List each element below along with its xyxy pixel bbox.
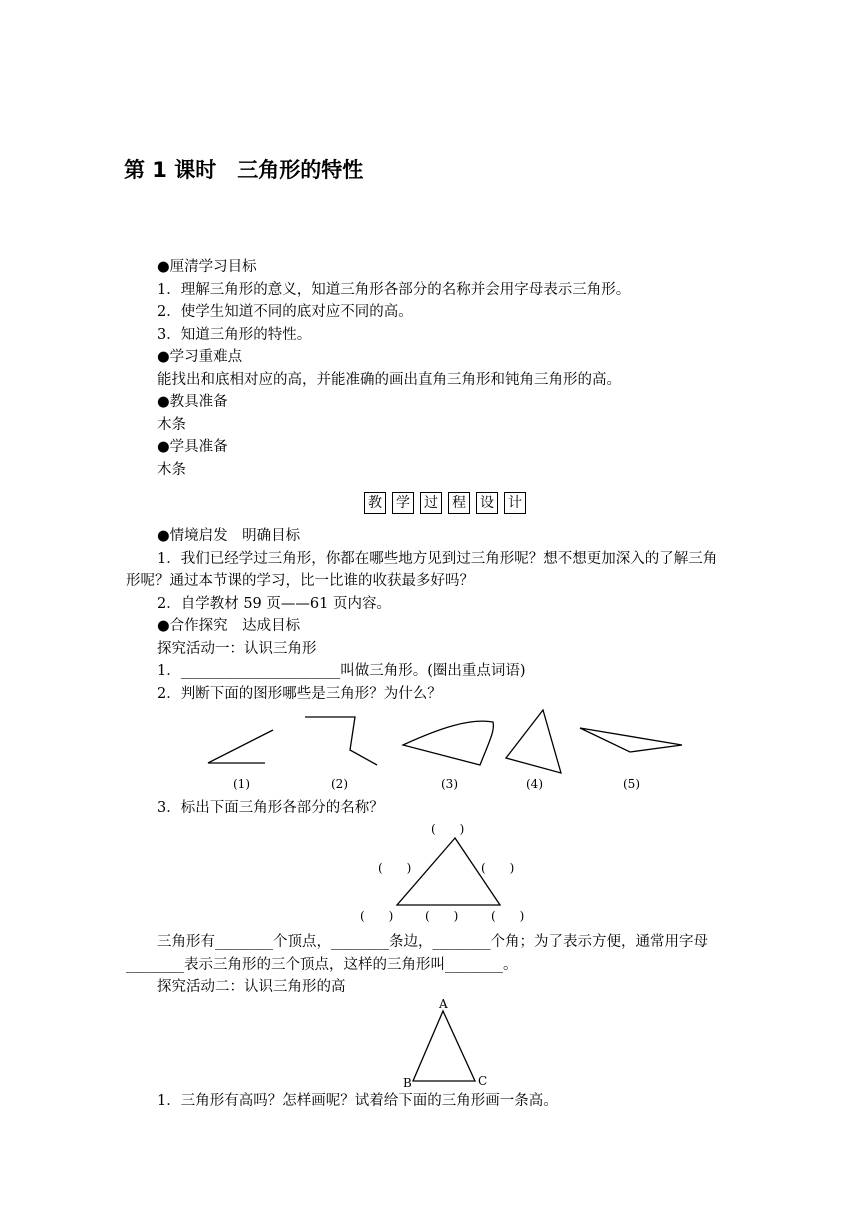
activity-2-title: 探究活动二：认识三角形的高 <box>157 979 346 995</box>
paren-bottom-right: ( ) <box>491 909 525 923</box>
shape-label: (2) <box>331 777 348 791</box>
heading-char: 程 <box>448 492 470 514</box>
shape-label: (5) <box>623 777 640 791</box>
shape-label: (3) <box>441 777 458 791</box>
paren-bottom-left: ( ) <box>360 909 394 923</box>
paren-left: ( ) <box>378 861 412 875</box>
paren-top: ( ) <box>431 822 465 836</box>
heading-char: 计 <box>504 492 526 514</box>
question-4: 1．三角形有高吗？怎样画呢？试着给下面的三角形画一条高。 <box>157 1093 558 1109</box>
question-1: 1．______________________叫做三角形。(圈出重点词语) <box>157 663 526 679</box>
question-2: 2．判断下面的图形哪些是三角形？为什么？ <box>157 686 442 702</box>
goal-3: 3．知道三角形的特性。 <box>157 327 312 343</box>
goal-1: 1．理解三角形的意义，知道三角形各部分的名称并会用字母表示三角形。 <box>157 282 631 298</box>
heading-char: 设 <box>476 492 498 514</box>
section-student-tools: ●学具准备 <box>157 439 228 455</box>
shape-label: (4) <box>526 777 543 791</box>
activity-1-title: 探究活动一：认识三角形 <box>157 641 317 657</box>
paragraph-1b: 形呢？通过本节课的学习，比一比谁的收获最多好吗？ <box>126 573 474 589</box>
heading-char: 教 <box>364 492 386 514</box>
student-tools-text: 木条 <box>157 462 186 478</box>
section-explore: ●合作探究 达成目标 <box>157 618 301 634</box>
fill-blank-line-2: ________表示三角形的三个顶点，这样的三角形叫________。 <box>126 957 518 973</box>
vertex-c-label: C <box>478 1074 488 1088</box>
fill-blank-line-1: 三角形有________个顶点，________条边，________个角；为了表示方便，通常用字母 <box>157 934 708 950</box>
teaching-tools-text: 木条 <box>157 417 186 433</box>
paren-bottom-mid: ( ) <box>425 909 459 923</box>
goal-2: 2．使学生知道不同的底对应不同的高。 <box>157 304 413 320</box>
paren-right: ( ) <box>481 861 515 875</box>
heading-char: 学 <box>392 492 414 514</box>
key-points-text: 能找出和底相对应的高，并能准确的画出直角三角形和钝角三角形的高。 <box>157 372 621 388</box>
section-goals: ●厘清学习目标 <box>157 259 257 275</box>
vertex-b-label: B <box>403 1076 412 1090</box>
paragraph-1a: 1．我们已经学过三角形，你都在哪些地方见到过三角形呢？想不想更加深入的了解三角 <box>157 551 718 567</box>
page-title: 第 1 课时 三角形的特性 <box>124 158 364 182</box>
shape-label: (1) <box>233 777 250 791</box>
vertex-a-label: A <box>439 997 448 1011</box>
section-context: ●情境启发 明确目标 <box>157 528 301 544</box>
paragraph-2: 2．自学教材 59 页——61 页内容。 <box>157 596 391 612</box>
section-key-points: ●学习重难点 <box>157 349 243 365</box>
heading-char: 过 <box>420 492 442 514</box>
question-3: 3．标出下面三角形各部分的名称？ <box>157 800 384 816</box>
triangle-abc <box>413 1011 475 1081</box>
section-teaching-tools: ●教具准备 <box>157 394 228 410</box>
